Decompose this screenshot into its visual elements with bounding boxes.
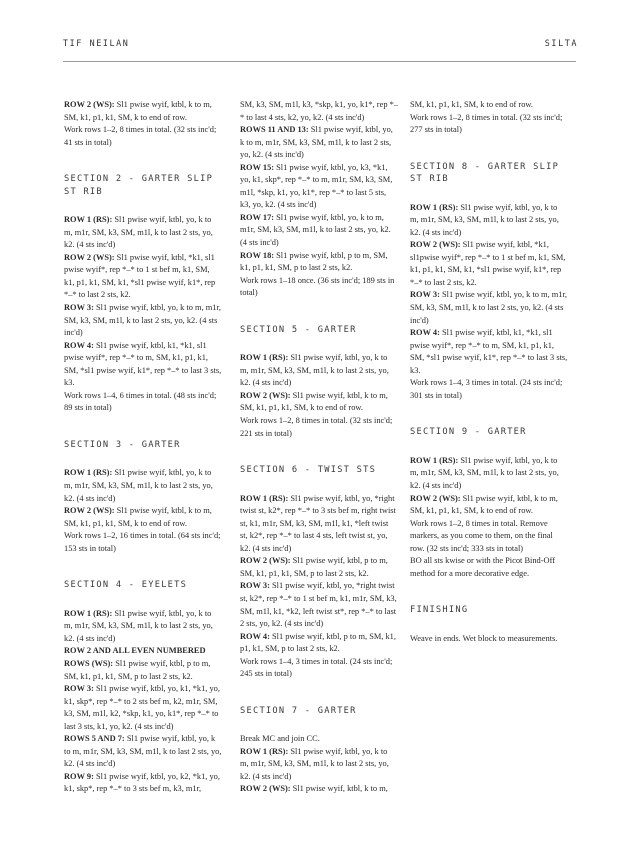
instruction-paragraph: [410, 99, 568, 112]
row-label: ROW 3:: [240, 581, 270, 591]
instruction-text: Work rows 1–4, 3 times in total. (24 sts inc'd; 301 sts in total): [410, 378, 563, 400]
instruction-paragraph: [240, 493, 398, 556]
instruction-text: Sl1 pwise wyif, ktbl, yo, k to m, m1r, SM, k3, SM, m1l, k to last 2 sts, yo, k2. (4 sts inc'd): [240, 746, 389, 781]
section-heading: SECTION 9 - GARTER: [410, 427, 527, 438]
instruction-paragraph: [410, 289, 568, 327]
section-heading: SECTION 4 - EYELETS: [64, 580, 188, 591]
row-label: ROW 3:: [410, 290, 440, 300]
instruction-paragraph: [240, 99, 398, 124]
instruction-paragraph: [240, 390, 398, 415]
row-label: ROW 4:: [64, 340, 94, 350]
row-label: ROW 1 (RS):: [64, 215, 113, 225]
instruction-paragraph: [64, 771, 222, 796]
section-heading: SECTION 8 - GARTER SLIP ST RIB: [410, 161, 566, 185]
instruction-paragraph: [64, 530, 222, 555]
instruction-paragraph: [64, 99, 222, 124]
instruction-paragraph: [240, 555, 398, 580]
row-label: ROWS 11 AND 13:: [240, 125, 309, 135]
instruction-text: Work rows 1–2, 8 times in total. (32 sts inc'd; 277 sts in total): [410, 112, 563, 135]
instruction-paragraph: [240, 783, 398, 796]
instruction-paragraph: [410, 455, 568, 493]
row-label: ROW 1 (RS):: [240, 353, 289, 363]
instruction-text: Sl1 pwise wyif, ktbl, k1, *k1, sl1 pwise wyif*, rep *–* to m, SM, k1, p1, k1, SM, *sl1 pwise wyif, k1*, rep *–* to last 3 sts, k3.: [64, 340, 222, 388]
instruction-paragraph: [240, 124, 398, 162]
instruction-paragraph: [240, 275, 398, 300]
row-label: ROW 1 (RS):: [410, 202, 459, 212]
instruction-text: Sl1 pwise wyif, ktbl, k to m, SM, k1, p1, k1, SM, k to end of row.: [410, 493, 558, 516]
text-column-2: [240, 99, 398, 796]
instruction-paragraph: [240, 352, 398, 390]
row-label: ROW 3:: [64, 303, 94, 313]
instruction-text: Sl1 pwise wyif, ktbl, yo, k2, *k1, yo, k1, skp*, rep *–* to 3 sts bef m, k3, m1r,: [64, 771, 220, 794]
instruction-text: Work rows 1–4, 3 times in total. (24 sts inc'd; 245 sts in total): [240, 656, 393, 679]
instruction-text: Sl1 pwise wyif, ktbl, *k1, sl1pwise wyif*, rep *–* to 1 st bef m, k1, SM, k1, p1, k1, SM, k1, *sl1 pwise wyif, k1*, rep *–* to last 2 sts, k2.: [410, 240, 566, 287]
section-heading: SECTION 6 - TWIST STS: [240, 465, 377, 476]
instruction-paragraph: [64, 390, 222, 415]
instruction-text: Sl1 pwise wyif, ktbl, yo, k to m, m1r, SM, k3, SM, m1l, k to last 2 sts, yo, k2. (4 sts inc'd): [64, 303, 222, 338]
instruction-text: Sl1 pwise wyif, ktbl, k to m, SM, k1, p1, k1, SM, k to end of row.: [64, 506, 212, 528]
instruction-text: Sl1 pwise wyif, ktbl, k to m, SM, k1, p1, k1, SM, k to end of row.: [240, 390, 388, 413]
instruction-text: Sl1 pwise wyif, ktbl, k1, *k1, sl1 pwise wyif*, rep *–* to m, SM, k1, p1, k1, SM, *sl1 pwise wyif, k1*, rep *–* to last 3 sts, k3.: [410, 328, 568, 375]
instruction-paragraph: [64, 214, 222, 252]
instruction-text: Sl1 pwise wyif, ktbl, yo, k to m, m1r, SM, k3, SM, m1l, k to last 2 sts, yo, k2. (4 sts inc'd): [410, 202, 559, 237]
instruction-text: Sl1 pwise wyif, ktbl, p to m, SM, k1, p1, k1, SM, p to last 2 sts, k2.: [240, 556, 388, 578]
row-label: ROW 17:: [240, 212, 275, 222]
running-header-right: SILTA: [544, 38, 578, 48]
instruction-text: Sl1 pwise wyif, ktbl, yo, k to m, m1r, SM, k3, SM, m1l, k to last 2 sts, yo, k2. (4 sts inc'd): [410, 290, 568, 325]
instruction-text: Work rows 1–2, 8 times in total. (32 sts inc'd; 41 sts in total): [64, 125, 217, 147]
instruction-text: Sl1 pwise wyif, ktbl, *k1, sl1 pwise wyif*, rep *–* to 1 st bef m, k1, SM, k1, p1, k1, SM, k1, *sl1 pwise wyif, k1*, rep *–* to last 2 sts, k2.: [64, 252, 216, 300]
instruction-text: Sl1 pwise wyif, ktbl, yo, k to m, m1r, SM, k3, SM, m1l, k to last 2 sts, yo, k2. (4 sts inc'd): [240, 125, 393, 160]
instruction-text: Sl1 pwise wyif, ktbl, p to m, SM, k1, p1, k1, SM, p to last 2 sts, k2.: [240, 250, 388, 273]
instruction-paragraph: [240, 580, 398, 630]
instruction-paragraph: [410, 493, 568, 518]
instruction-text: Sl1 pwise wyif, ktbl, yo, k to m, m1r, SM, k3, SM, m1l, k to last 2 sts, yo, k2. (4 sts inc'd): [240, 353, 389, 388]
instruction-text: Sl1 pwise wyif, ktbl, k to m,: [290, 784, 388, 794]
running-header-left: TIF NEILAN: [63, 38, 130, 48]
row-label: ROW 1 (RS):: [64, 468, 113, 478]
instruction-paragraph: [64, 608, 222, 646]
row-label: ROW 4:: [240, 631, 270, 641]
row-label: ROW 1 (RS):: [64, 608, 113, 618]
instruction-paragraph: [410, 555, 568, 580]
instruction-paragraph: [64, 302, 222, 340]
instruction-text: Sl1 pwise wyif, ktbl, yo, k to m, m1r, SM, k3, SM, m1l, k to last 2 sts, yo, k2. (4 sts inc'd): [64, 608, 213, 643]
instruction-paragraph: [64, 505, 222, 530]
row-label: ROW 2 (WS):: [240, 784, 291, 794]
instruction-text: Sl1 pwise wyif, ktbl, yo, k3, *k1, yo, k1, skp*, rep *–* to m, m1r, SM, k3, SM, m1l, *skp, k1, yo, k1*, rep *–* to last 5 sts, k3, yo, k2. (4 sts inc'd): [240, 162, 393, 210]
row-label: ROW 2 (WS):: [240, 390, 291, 400]
instruction-paragraph: [240, 631, 398, 656]
row-label: ROW 2 (WS):: [64, 506, 115, 516]
instruction-text: BO all sts kwise or with the Picot Bind-Off method for a more decorative edge.: [410, 556, 556, 578]
instruction-text: Sl1 pwise wyif, ktbl, yo, k to m, m1r, SM, k3, SM, m1l, k to last 2 sts, yo, k2. (4 sts inc'd): [410, 455, 559, 490]
section-heading: SECTION 3 - GARTER: [64, 439, 181, 450]
row-label: ROWS 5 AND 7:: [64, 734, 125, 744]
instruction-text: Break MC and join CC.: [240, 734, 320, 744]
row-label: ROW 1 (RS):: [410, 455, 459, 465]
text-column-1: [64, 99, 222, 796]
instruction-paragraph: [410, 518, 568, 556]
row-label: ROW 2 (WS):: [410, 240, 461, 250]
row-label: ROW 3:: [64, 684, 94, 694]
instruction-paragraph: [64, 252, 222, 302]
header-rule: [63, 61, 576, 62]
section-heading: FINISHING: [410, 605, 469, 616]
instruction-text: Work rows 1–2, 8 times in total. (32 sts inc'd; 221 sts in total): [240, 415, 393, 438]
instruction-text: Sl1 pwise wyif, ktbl, yo, k to m, m1r, SM, k3, SM, m1l, k to last 2 sts, yo, k2. (4 sts inc'd): [64, 468, 213, 503]
instruction-paragraph: [410, 633, 568, 646]
instruction-text: Work rows 1–18 once. (36 sts inc'd; 189 sts in total): [240, 275, 395, 298]
instruction-text: Sl1 pwise wyif, ktbl, yo, k to m, m1r, SM, k3, SM, m1l, k to last 2 sts, yo, k2. (4 sts inc'd): [64, 734, 222, 769]
instruction-paragraph: [240, 656, 398, 681]
row-label: ROW 2 AND ALL EVEN NUMBERED ROWS (WS):: [64, 646, 206, 668]
instruction-text: Work rows 1–2, 16 times in total. (64 sts inc'd; 153 sts in total): [64, 531, 221, 553]
row-label: ROW 2 (WS):: [64, 252, 115, 262]
section-heading: SECTION 7 - GARTER: [240, 705, 357, 716]
row-label: ROW 2 (WS):: [64, 100, 115, 109]
instruction-text: Sl1 pwise wyif, ktbl, p to m, SM, k1, p1, k1, SM, p to last 2 sts, k2.: [64, 658, 211, 681]
instruction-text: Sl1 pwise wyif, ktbl, yo, k to m, m1r, SM, k3, SM, m1l, k to last 2 sts, yo, k2. (4 sts inc'd): [240, 212, 391, 248]
instruction-text: Sl1 pwise wyif, ktbl, yo, k1, *k1, yo, k1, skp*, rep *–* to 2 sts bef m, k2, m1r, SM, k3, SM, m1l, k2, *skp, k1, yo, k1*, rep *–* to last 3 sts, k1, yo, k2. (4 sts inc'd): [64, 684, 220, 731]
instruction-paragraph: [64, 467, 222, 505]
instruction-text: Sl1 pwise wyif, ktbl, p to m, SM, k1, p1, k1, SM, p to last 2 sts, k2.: [240, 631, 396, 654]
instruction-paragraph: [240, 733, 398, 746]
instruction-text: Sl1 pwise wyif, ktbl, yo, *right twist st, k2*, rep *–* to 3 sts bef m, right twist st, k1, m1r, SM, k3, SM, m1l, k1, *left twist st, k2*, rep *–* to last 4 sts, left twist st, yo, k2. (4 sts inc'd): [240, 493, 396, 553]
instruction-text: Work rows 1–4, 6 times in total. (48 sts inc'd; 89 sts in total): [64, 390, 217, 413]
instruction-text: SM, k1, p1, k1, SM, k to end of row.: [410, 100, 533, 109]
instruction-paragraph: [410, 202, 568, 240]
instruction-text: Sl1 pwise wyif, ktbl, yo, k to m, m1r, SM, k3, SM, m1l, k to last 2 sts, yo, k2. (4 sts inc'd): [64, 215, 213, 250]
instruction-paragraph: [240, 162, 398, 212]
instruction-paragraph: [240, 746, 398, 784]
instruction-text: Sl1 pwise wyif, ktbl, k to m, SM, k1, p1, k1, SM, k to end of row.: [64, 100, 212, 122]
instruction-paragraph: [410, 377, 568, 402]
row-label: ROW 9:: [64, 771, 94, 781]
row-label: ROW 4:: [410, 328, 440, 338]
instruction-paragraph: [410, 112, 568, 137]
row-label: ROW 18:: [240, 250, 275, 260]
text-column-3: [410, 99, 568, 645]
instruction-paragraph: [240, 415, 398, 440]
row-label: ROW 2 (WS):: [410, 493, 461, 503]
instruction-text: SM, k3, SM, m1l, k3, *skp, k1, yo, k1*, rep *–* to last 4 sts, k2, yo, k2. (4 sts inc'd): [240, 100, 398, 122]
section-heading: SECTION 2 - GARTER SLIP ST RIB: [64, 174, 220, 197]
row-label: ROW 2 (WS):: [240, 556, 291, 566]
instruction-text: Work rows 1–2, 8 times in total. Remove markers, as you come to them, on the final row. (32 sts inc'd; 333 sts in total): [410, 518, 553, 553]
instruction-paragraph: [64, 733, 222, 771]
instruction-paragraph: [64, 683, 222, 733]
instruction-paragraph: [410, 327, 568, 377]
row-label: ROW 1 (RS):: [240, 493, 289, 503]
instruction-paragraph: [240, 212, 398, 250]
row-label: ROW 1 (RS):: [240, 746, 289, 756]
instruction-paragraph: [410, 239, 568, 289]
instruction-paragraph: [64, 645, 222, 683]
instruction-text: Weave in ends. Wet block to measurements.: [410, 633, 558, 643]
instruction-paragraph: [64, 340, 222, 390]
instruction-paragraph: [240, 250, 398, 275]
row-label: ROW 15:: [240, 162, 275, 172]
instruction-paragraph: [64, 124, 222, 149]
section-heading: SECTION 5 - GARTER: [240, 324, 357, 335]
instruction-text: Sl1 pwise wyif, ktbl, yo, *right twist st, k2*, rep *–* to 1 st bef m, k1, m1r, SM, k3, SM, m1l, k1, *k2, left twist st*, rep *–* to last 2 sts, yo, k2. (4 sts inc'd): [240, 581, 397, 629]
